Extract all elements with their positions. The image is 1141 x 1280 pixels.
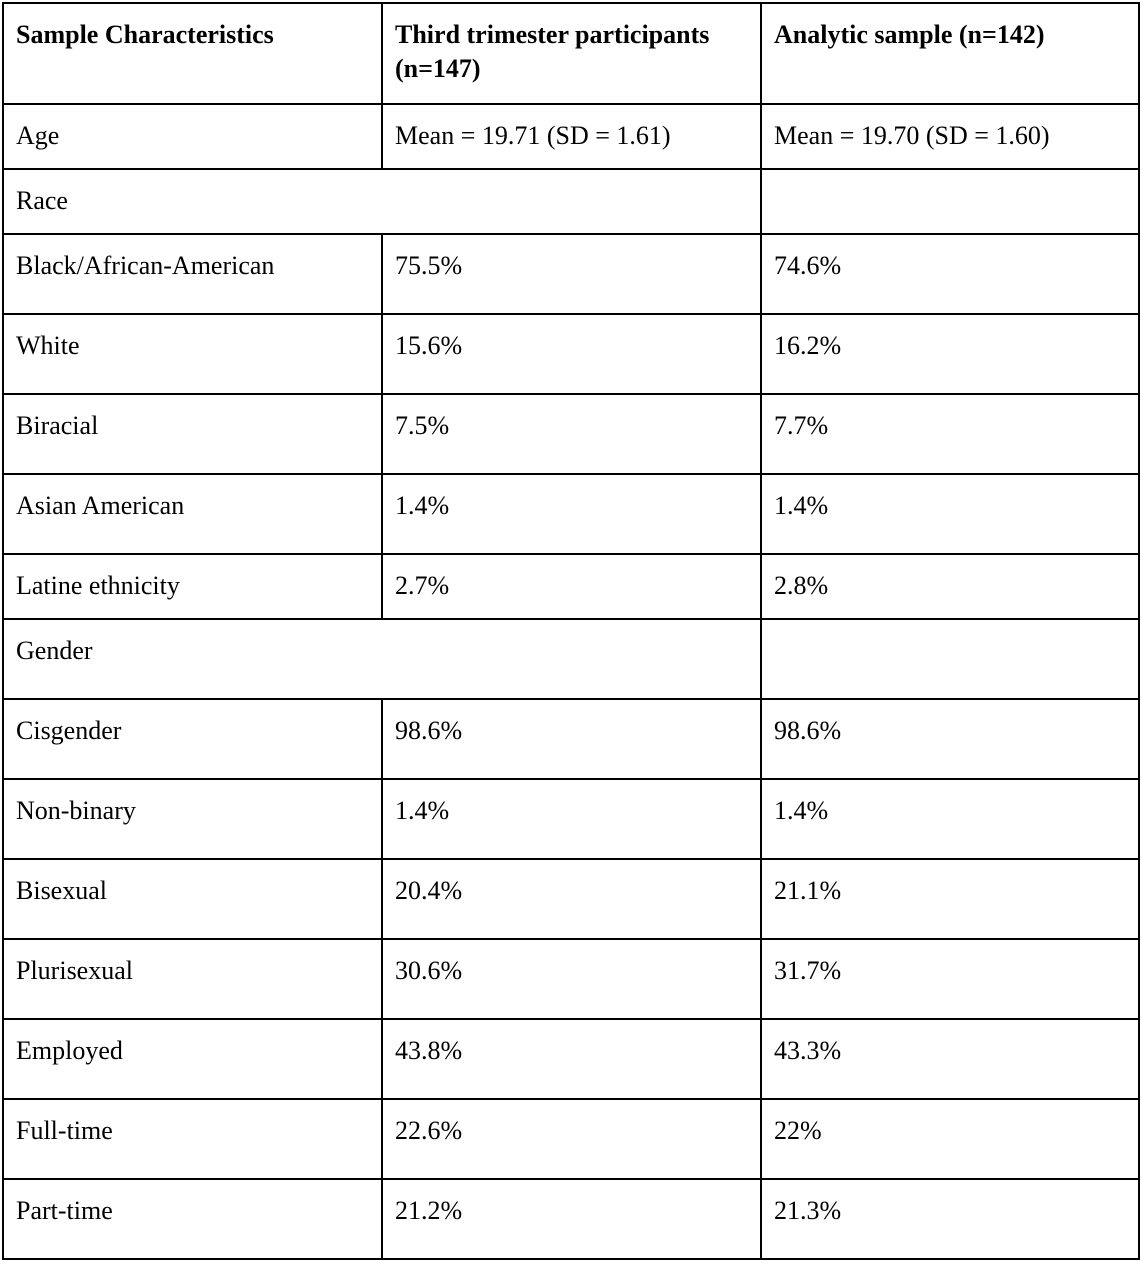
analytic-sample-value: 2.8% bbox=[761, 554, 1139, 619]
table-header-row bbox=[3, 3, 1139, 104]
header-analytic-sample: Analytic sample (n=142) bbox=[761, 3, 1139, 104]
row-label: Latine ethnicity bbox=[3, 554, 382, 619]
row-label: Race bbox=[3, 169, 761, 234]
table-row-age bbox=[3, 104, 1139, 169]
row-label: Biracial bbox=[3, 394, 382, 474]
third-trimester-value: Mean = 19.71 (SD = 1.61) bbox=[382, 104, 761, 169]
table-row-gender bbox=[3, 619, 1139, 699]
third-trimester-value: 43.8% bbox=[382, 1019, 761, 1099]
third-trimester-value: 20.4% bbox=[382, 859, 761, 939]
third-trimester-value: 1.4% bbox=[382, 474, 761, 554]
third-trimester-value: 2.7% bbox=[382, 554, 761, 619]
row-label: Black/African-American bbox=[3, 234, 382, 314]
analytic-sample-value: Mean = 19.70 (SD = 1.60) bbox=[761, 104, 1139, 169]
table-row-employed bbox=[3, 1019, 1139, 1099]
table-row-non-binary bbox=[3, 779, 1139, 859]
row-label: Cisgender bbox=[3, 699, 382, 779]
analytic-sample-value: 16.2% bbox=[761, 314, 1139, 394]
sample-characteristics-table bbox=[2, 2, 1140, 1260]
table-row-cisgender bbox=[3, 699, 1139, 779]
table-row-latine-ethnicity bbox=[3, 554, 1139, 619]
row-label: Full-time bbox=[3, 1099, 382, 1179]
third-trimester-value: 98.6% bbox=[382, 699, 761, 779]
third-trimester-value: 7.5% bbox=[382, 394, 761, 474]
table-row-part-time bbox=[3, 1179, 1139, 1259]
table-row-biracial bbox=[3, 394, 1139, 474]
analytic-sample-value: 31.7% bbox=[761, 939, 1139, 1019]
row-label: Non-binary bbox=[3, 779, 382, 859]
third-trimester-value: 21.2% bbox=[382, 1179, 761, 1259]
table-row-full-time bbox=[3, 1099, 1139, 1179]
analytic-sample-value: 74.6% bbox=[761, 234, 1139, 314]
table-row-plurisexual bbox=[3, 939, 1139, 1019]
table-row-bisexual bbox=[3, 859, 1139, 939]
analytic-sample-value: 21.1% bbox=[761, 859, 1139, 939]
analytic-sample-value: 1.4% bbox=[761, 779, 1139, 859]
analytic-sample-value: 43.3% bbox=[761, 1019, 1139, 1099]
third-trimester-value: 30.6% bbox=[382, 939, 761, 1019]
header-third-trimester: Third trimester participants (n=147) bbox=[382, 3, 761, 104]
table-row-asian-american bbox=[3, 474, 1139, 554]
analytic-sample-value: 22% bbox=[761, 1099, 1139, 1179]
table-row-race bbox=[3, 169, 1139, 234]
analytic-sample-value: 1.4% bbox=[761, 474, 1139, 554]
analytic-sample-value bbox=[761, 619, 1139, 699]
row-label: Plurisexual bbox=[3, 939, 382, 1019]
analytic-sample-value: 98.6% bbox=[761, 699, 1139, 779]
third-trimester-value: 22.6% bbox=[382, 1099, 761, 1179]
analytic-sample-value: 7.7% bbox=[761, 394, 1139, 474]
table-row-white bbox=[3, 314, 1139, 394]
third-trimester-value: 15.6% bbox=[382, 314, 761, 394]
header-sample-characteristics: Sample Characteristics bbox=[3, 3, 382, 104]
row-label: Part-time bbox=[3, 1179, 382, 1259]
row-label: Bisexual bbox=[3, 859, 382, 939]
analytic-sample-value bbox=[761, 169, 1139, 234]
third-trimester-value: 1.4% bbox=[382, 779, 761, 859]
analytic-sample-value: 21.3% bbox=[761, 1179, 1139, 1259]
row-label: Gender bbox=[3, 619, 761, 699]
row-label: Age bbox=[3, 104, 382, 169]
table-row-black-african-american bbox=[3, 234, 1139, 314]
row-label: Employed bbox=[3, 1019, 382, 1099]
row-label: Asian American bbox=[3, 474, 382, 554]
row-label: White bbox=[3, 314, 382, 394]
third-trimester-value: 75.5% bbox=[382, 234, 761, 314]
